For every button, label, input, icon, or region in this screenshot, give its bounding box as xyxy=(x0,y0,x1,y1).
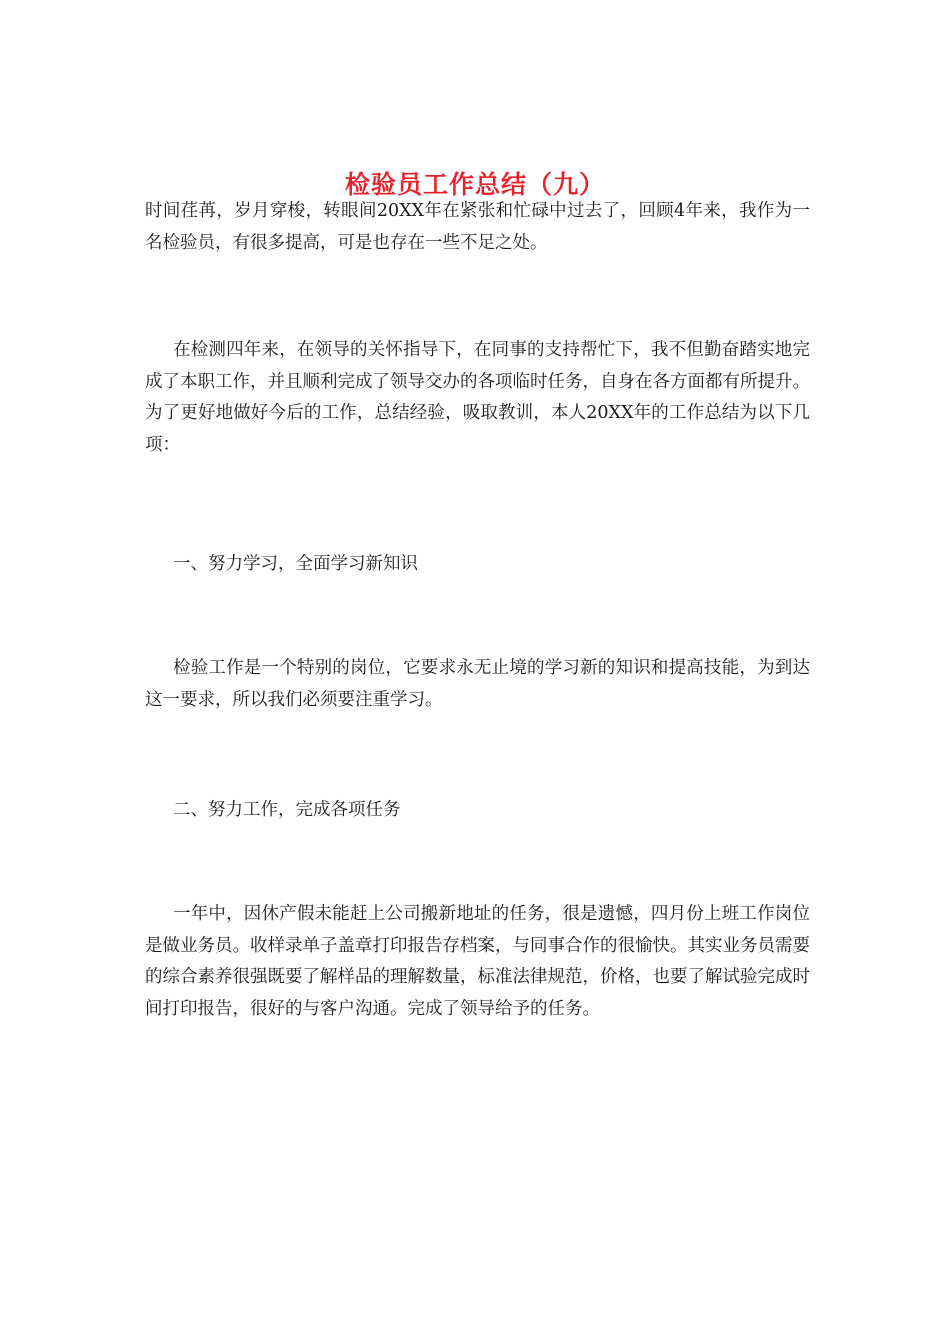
paragraph-overview: 在检测四年来，在领导的关怀指导下，在同事的支持帮忙下，我不但勤奋踏实地完成了本职工作，并且顺利完成了领导交办的各项临时任务，自身在各方面都有所提升。为了更好地做好今后的工作，总结经验，吸取教训，本人20XX年的工作总结为以下几项： xyxy=(145,340,810,455)
section-heading-study: 一、努力学习，全面学习新知识 xyxy=(173,554,418,574)
section-heading-work: 二、努力工作，完成各项任务 xyxy=(173,800,401,820)
paragraph-intro: 时间荏苒，岁月穿梭，转眼间20XX年在紧张和忙碌中过去了，回顾4年来，我作为一名检验员，有很多提高，可是也存在一些不足之处。 xyxy=(145,201,810,253)
paragraph-study: 检验工作是一个特别的岗位，它要求永无止境的学习新的知识和提高技能，为到达这一要求，所以我们必须要注重学习。 xyxy=(145,658,810,710)
document-title: 检验员工作总结（九） xyxy=(344,169,605,199)
paragraph-work: 一年中，因休产假未能赶上公司搬新地址的任务，很是遗憾，四月份上班工作岗位是做业务员。收样录单子盖章打印报告存档案，与同事合作的很愉快。其实业务员需要的综合素养很强既要了解样品的理解数量，标准法律规范，价格，也要了解试验完成时间打印报告，很好的与客户沟通。完成了领导给予的任务。 xyxy=(145,904,810,1019)
